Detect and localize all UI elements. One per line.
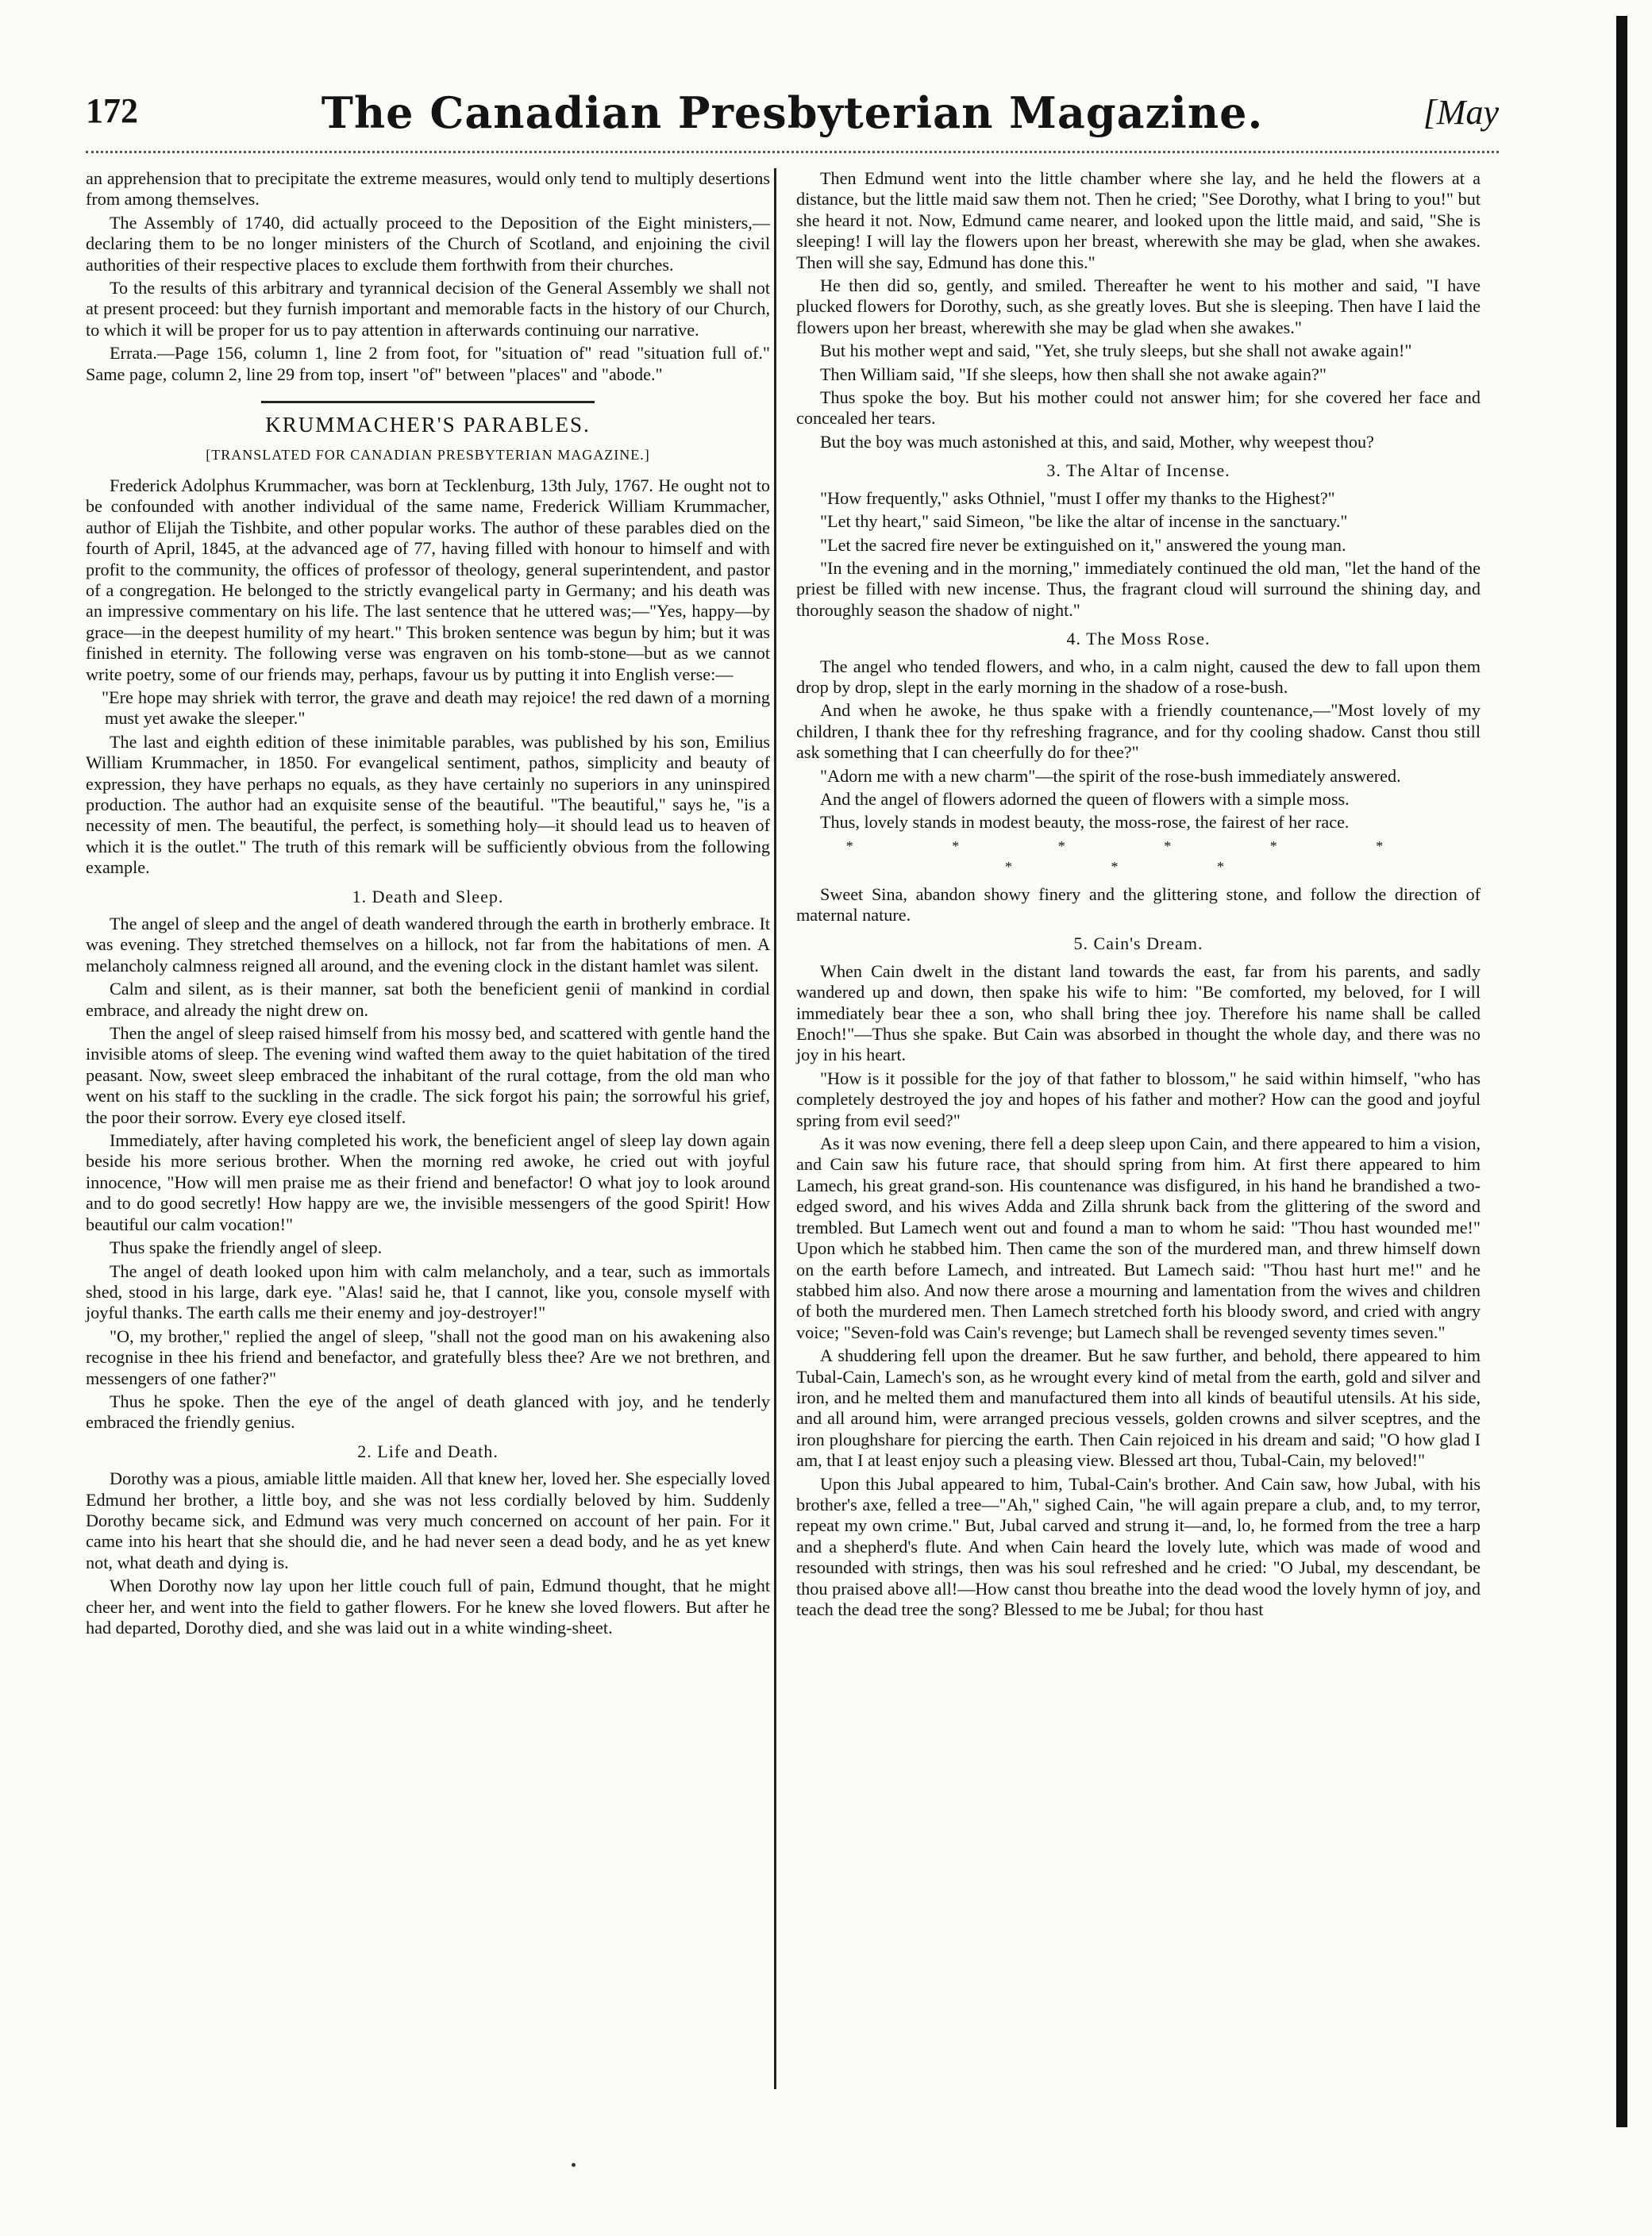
biography-paragraph: Frederick Adolphus Krummacher, was born at Tecklenburg, 13th July, 1767. He ought not to be confounded with another individual of the same name, Frederick William Krummacher, author of Elijah the Tishbite, and other popular works. The author of these parables died on the fourth of April, 1845, at the advanced age of 77, having filled with honour to himself and with profit to the community, the offices of professor of theology, general superintendent, and pastor of a congregation. He belonged to the strictly evangelical party in Germany; and his death was an impressive commentary on his life. The last sentence that he uttered was;—"Yes, happy—by grace—in the deepest humility of my heart." This broken sentence was begun by him; but it was finished in eternity. The following verse was engraven on his tomb-stone—but as we cannot write poetry, some of our friends may, perhaps, favour us by putting it into English verse:— [86,475,770,684]
body-paragraph: A shuddering fell upon the dreamer. But he saw further, and behold, there appeared to him Tubal-Cain, Lamech's son, as he wrought every kind of metal from the earth, gold and silver and iron, and he melted them and manufactured them into all kinds of beautiful utensils. At his side, and all around him, were arranged precious vessels, golden crowns and silver sceptres, and the iron ploughshare for piercing the earth. Then Cain rejoiced in his dream and said; "O how glad I am, that I at least enjoy such a pleasing view. Blessed art thou, Tubal-Cain, my beloved!" [796,1345,1481,1471]
body-paragraph: When Dorothy now lay upon her little couch full of pain, Edmund thought, that he might cheer her, and went into the field to gather flowers. For he knew she loved flowers. But after he had departed, Dorothy died, and she was laid out in a white winding-sheet. [86,1576,770,1638]
body-paragraph: Dorothy was a pious, amiable little maiden. All that knew her, loved her. She especially loved Edmund her brother, a little boy, and she was not less cordially beloved by him. Suddenly Dorothy became sick, and Edmund was very much concerned on account of her pain. For it came into his heart that she should die, and he had never seen a dead body, and he as yet knew not, what death and dying is. [86,1468,770,1572]
section-stars: * * * * * * * * * [845,837,1431,876]
body-paragraph: And the angel of flowers adorned the queen of flowers with a simple moss. [820,788,1350,809]
body-paragraph: Calm and silent, as is their manner, sat both the beneficient genii of mankind in cordial embrace, and already the night drew on. [86,979,770,1020]
section-rule [261,401,595,403]
parable-body [796,656,1481,833]
epitaph-verse: "Ere hope may shriek with terror, the grave and death may rejoice! the red dawn of a morning must yet awake the sleeper." [102,687,770,729]
body-paragraph: "Let the sacred fire never be extinguished on it," answered the young man. [820,534,1346,555]
translation-byline: [TRANSLATED FOR CANADIAN PRESBYTERIAN MAGAZINE.] [206,447,650,464]
parable-title: 2. Life and Death. [357,1441,499,1461]
section-title: KRUMMACHER'S PARABLES. [265,413,591,437]
body-paragraph: Upon this Jubal appeared to him, Tubal-Cain's brother. And Cain saw, how Jubal, with his brother's axe, felled a tree—"Ah," sighed Cain, "he will again prepare a club, and, to my terror, repeat my own crime." But, Jubal carved and strung it—and, lo, he formed from the tree a harp and a shepherd's flute. And when Cain heard the lovely lute, which was made of wood and resounded with strings, then was his soul refreshed and he cried: "O Jubal, my descendant, be thou praised above all!—How canst thou breathe into the dead wood the lovely hymn of joy, and teach the dead tree the song? Blessed to me be Jubal; for thou hast [796,1473,1481,1619]
body-paragraph: Then Edmund went into the little chamber where she lay, and he held the flowers at a distance, but the little maid saw them not. Then he cried; "See Dorothy, what I bring to you!" but she heard it not. Now, Edmund came nearer, and looked upon the little maid, and said, "She is sleeping! I will lay the flowers upon her breast, wherewith she may be glad, when she awakes. Then will she say, Edmund has done this." [796,168,1481,272]
body-paragraph: To the results of this arbitrary and tyrannical decision of the General Assembly we shall not at present proceed: but they furnish important and memorable facts in the history of our Church, to which it will be proper for us to pay attention in afterwards continuing our narrative. [86,278,770,340]
parable-body [86,914,770,1434]
body-paragraph: Thus, lovely stands in modest beauty, the moss-rose, the fairest of her race. [820,812,1350,833]
parable-body [796,168,1481,452]
body-paragraph: "Let thy heart," said Simeon, "be like the altar of incense in the sanctuary." [820,511,1348,532]
parable-title: 5. Cain's Dream. [1073,933,1203,954]
body-paragraph: Then the angel of sleep raised himself from his mossy bed, and scattered with gentle hand the invisible atoms of sleep. The evening wind wafted them away to the quiet habitation of the tired peasant. Now, sweet sleep embraced the inhabitant of the rural cottage, from the old man who went on his staff to the suckling in the cradle. The sick forgot his pain; the sorrowful his grief, the poor their sorrow. Every eye closed itself. [86,1023,770,1127]
body-paragraph: When Cain dwelt in the distant land towards the east, far from his parents, and sadly wandered up and down, then spake his wife to him: "Be comforted, my beloved, for I will immediately bear thee a son, who shall bring thee joy. Therefore his name shall be called Enoch!"—Thus she spake. But Cain was absorbed in thought the whole day, and there was no joy in his heart. [796,960,1481,1065]
parable-body [86,1468,770,1638]
body-paragraph: "Adorn me with a new charm"—the spirit of the rose-bush immediately answered. [820,765,1401,786]
column-divider [774,168,776,2089]
body-paragraph: Sweet Sina, abandon showy finery and the glittering stone, and follow the direction of maternal nature. [796,883,1481,925]
body-paragraph: Thus spoke the boy. But his mother could not answer him; for she covered her face and concealed her tears. [796,387,1481,429]
body-paragraph: "O, my brother," replied the angel of sleep, "shall not the good man on his awakening also recognise in thee his friend and benefactor, and gratefully bless thee? Are we not brethren, and messengers of one father?" [86,1326,770,1388]
body-paragraph: But his mother wept and said, "Yet, she truly sleeps, but she shall not awake again!" [820,341,1412,361]
body-paragraph: And when he awoke, he thus spake with a friendly countenance,—"Most lovely of my children, I thank thee for thy refreshing fragrance, and for thy cooling shadow. Canst thou still ask something that I can cheerfully do for thee?" [796,700,1481,763]
body-paragraph: "In the evening and in the morning," immediately continued the old man, "let the hand of the priest be filled with new incense. Thus, the fragrant cloud will surround the shining day, and thoroughly season the shadow of night." [796,557,1481,620]
body-paragraph: Then William said, "If she sleeps, how then shall she not awake again?" [820,364,1327,384]
left-column [86,168,770,1641]
body-paragraph: The angel who tended flowers, and who, in a calm night, caused the dew to fall upon them drop by drop, slept in the early morning in the shadow of a rose-bush. [796,656,1481,697]
body-paragraph: Thus spake the friendly angel of sleep. [110,1237,383,1258]
body-paragraph: Immediately, after having completed his work, the beneficient angel of sleep lay down again beside his more serious brother. When the morning red awoke, he cried out with joyful innocence, "How will men praise me as their friend and benefactor! O what joy to look around and to do good secretly! How happy are we, the invisible messengers of the good Spirit! How beautiful our calm vocation!" [86,1130,770,1234]
right-column [796,168,1481,1622]
body-paragraph: The last and eighth edition of these inimitable parables, was published by his son, Emilius William Krummacher, in 1850. For evangelical sentiment, pathos, simplicity and beauty of expression, they have perhaps no equals, as they have certainly no superiors in any uninspired production. The author had an exquisite sense of the beautiful. "The beautiful," says he, "is a necessity of men. The beautiful, the perfect, is something holy—it should lead us to heaven of which it is the outlet." The truth of this remark will be sufficiently obvious from the following example. [86,731,770,878]
body-paragraph: He then did so, gently, and smiled. Thereafter he went to his mother and said, "I have plucked flowers for Dorothy, such, as she greatly loves. But she is sleeping. Then have I laid the flowers upon her breast, wherewith she may be glad when she awakes." [796,275,1481,337]
page-header [86,87,1499,153]
parable-body [796,961,1481,1621]
body-paragraph: As it was now evening, there fell a deep sleep upon Cain, and there appeared to him a vision, and Cain saw his future race, that should spring from him. At first there appeared to him Lamech, his great grand-son. His countenance was disfigured, in his hand he brandished a two-edged sword, and his wives Adda and Zilla shrunk back from the glittering of the sword and trembled. But Lamech went out and found a man to whom he said: "Thou hast wounded me!" Upon which he stabbed him. Then came the son of the murdered man, and threw himself down on the earth before Lamech, and intreated. But Lamech said: "Thou hast hurt me!" and he stabbed him also. And now there arose a mourning and lamentation from the wives and children of both the murdered men. Then Lamech stretched forth his bloody sword, and cried with angry voice; "Seven-fold was Cain's revenge; but Lamech shall be revenged seventy times seven." [796,1133,1481,1342]
errata-note: Errata.—Page 156, column 1, line 2 from foot, for "situation of" read "situation full of." Same page, column 2, line 29 from top, insert "of" between "places" and "abode." [86,343,770,384]
body-paragraph: The Assembly of 1740, did actually proceed to the Deposition of the Eight ministers,—declaring them to be no longer ministers of the Church of Scotland, and enjoining the civil authorities of their respective places to exclude them forthwith from their churches. [86,212,770,275]
print-speck [572,2163,576,2167]
body-paragraph: The angel of death looked upon him with calm melancholy, and a tear, such as immortals shed, stood in his large, dark eye. "Alas! said he, that I cannot, like you, console myself with joyful thanks. The earth calls me their enemy and joy-destroyer!" [86,1260,770,1323]
body-paragraph: But the boy was much astonished at this, and said, Mother, why weepest thou? [820,431,1374,452]
magazine-title: The Canadian Presbyterian Magazine. [321,87,1264,138]
parable-body [796,488,1481,621]
body-paragraph: an apprehension that to precipitate the extreme measures, would only tend to multiply desertions from among themselves. [86,168,770,210]
parable-title: 3. The Altar of Incense. [1046,460,1230,481]
page-number: 172 [86,91,138,130]
issue-month: [May [1423,93,1499,132]
body-paragraph: Thus he spoke. Then the eye of the angel of death glanced with joy, and he tenderly embraced the friendly genius. [86,1391,770,1433]
body-paragraph: The angel of sleep and the angel of death wandered through the earth in brotherly embrace. It was evening. They stretched themselves on a hillock, not far from the habitations of men. A melancholy calmness reigned all around, and the evening clock in the distant hamlet was silent. [86,914,770,976]
body-paragraph: "How is it possible for the joy of that father to blossom," he said within himself, "who has completely destroyed the joy and hopes of his father and mother? How can the good and joyful spring from evil seed?" [796,1068,1481,1130]
parable-title: 4. The Moss Rose. [1066,629,1211,649]
body-paragraph: "How frequently," asks Othniel, "must I offer my thanks to the Highest?" [820,487,1335,508]
parable-title: 1. Death and Sleep. [352,886,504,906]
binding-edge [1616,16,1627,2127]
